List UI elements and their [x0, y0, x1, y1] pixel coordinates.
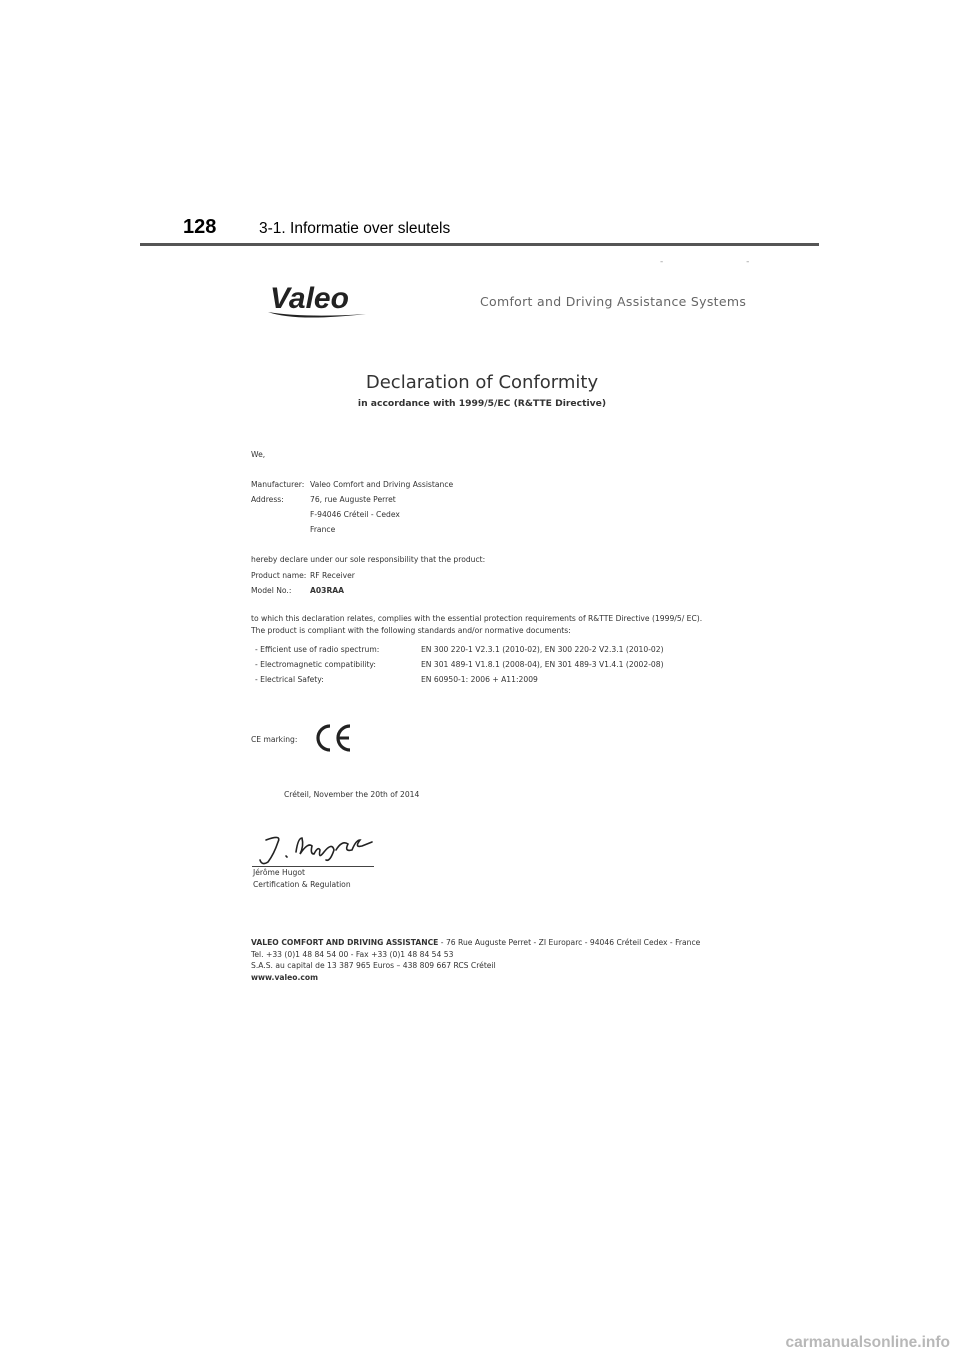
manufacturer-value: Valeo Comfort and Driving Assistance — [310, 480, 454, 489]
product-name-label: Product name: — [251, 571, 307, 580]
company-address-line — [251, 939, 700, 947]
manufacturer-label: Manufacturer: — [251, 480, 305, 489]
standard-value: EN 60950-1: 2006 + A11:2009 — [421, 675, 538, 684]
company-name: VALEO COMFORT AND DRIVING ASSISTANCE — [251, 938, 439, 947]
standard-label: - Electrical Safety: — [255, 675, 324, 684]
signatory-title: Certification & Regulation — [253, 880, 351, 889]
model-no-value: A03RAA — [310, 586, 345, 595]
watermark: carmanualsonline.info — [785, 1334, 950, 1351]
standard-value: EN 301 489-1 V1.8.1 (2008-04), EN 301 489-3 V1.4.1 (2002-08) — [421, 660, 664, 669]
signature-line — [252, 866, 374, 867]
standard-label: - Electromagnetic compatibility: — [255, 660, 376, 669]
signatory-name: Jérôme Hugot — [253, 868, 305, 877]
logo-text: Valeo — [270, 282, 349, 315]
address-label: Address: — [251, 495, 284, 504]
address-line: 76, rue Auguste Perret — [310, 495, 396, 504]
product-name-value: RF Receiver — [310, 571, 355, 580]
declare-text: hereby declare under our sole responsibility that the product: — [251, 555, 486, 564]
standard-label: - Efficient use of radio spectrum: — [255, 645, 380, 654]
valeo-logo — [266, 278, 370, 324]
signature-icon — [252, 832, 374, 868]
model-no-label: Model No.: — [251, 586, 292, 595]
we-text: We, — [251, 450, 266, 459]
header-rule — [140, 243, 819, 246]
company-phone: Tel. +33 (0)1 48 84 54 00 - Fax +33 (0)1 48 84 54 53 — [251, 950, 454, 959]
ce-mark-icon — [312, 722, 354, 754]
company-website: www.valeo.com — [251, 973, 319, 982]
compliant-standards-text: The product is compliant with the following standards and/or normative documents: — [251, 626, 571, 635]
tagline: Comfort and Driving Assistance Systems — [480, 294, 747, 309]
standard-value: EN 300 220-1 V2.3.1 (2010-02), EN 300 220-2 V2.3.1 (2010-02) — [421, 645, 664, 654]
address-line: France — [310, 525, 336, 534]
place-date: Créteil, November the 20th of 2014 — [284, 790, 420, 799]
section-title: 3-1. Informatie over sleutels — [259, 220, 451, 237]
page-number: 128 — [183, 216, 217, 238]
declaration-subtitle: in accordance with 1999/5/EC (R&TTE Directive) — [357, 398, 607, 409]
ce-marking-label: CE marking: — [251, 735, 298, 744]
company-capital: S.A.S. au capital de 13 387 965 Euros – 438 809 667 RCS Créteil — [251, 961, 496, 970]
address-line: F-94046 Créteil - Cedex — [310, 510, 400, 519]
company-address: - 76 Rue Auguste Perret - ZI Europarc - 94046 Créteil Cedex - France — [438, 938, 701, 947]
declaration-title: Declaration of Conformity — [365, 372, 599, 393]
scan-marks: - - — [660, 257, 790, 267]
complies-text: to which this declaration relates, complies with the essential protection requirements of R&TTE Directive (1999/5/ EC). — [251, 614, 703, 623]
